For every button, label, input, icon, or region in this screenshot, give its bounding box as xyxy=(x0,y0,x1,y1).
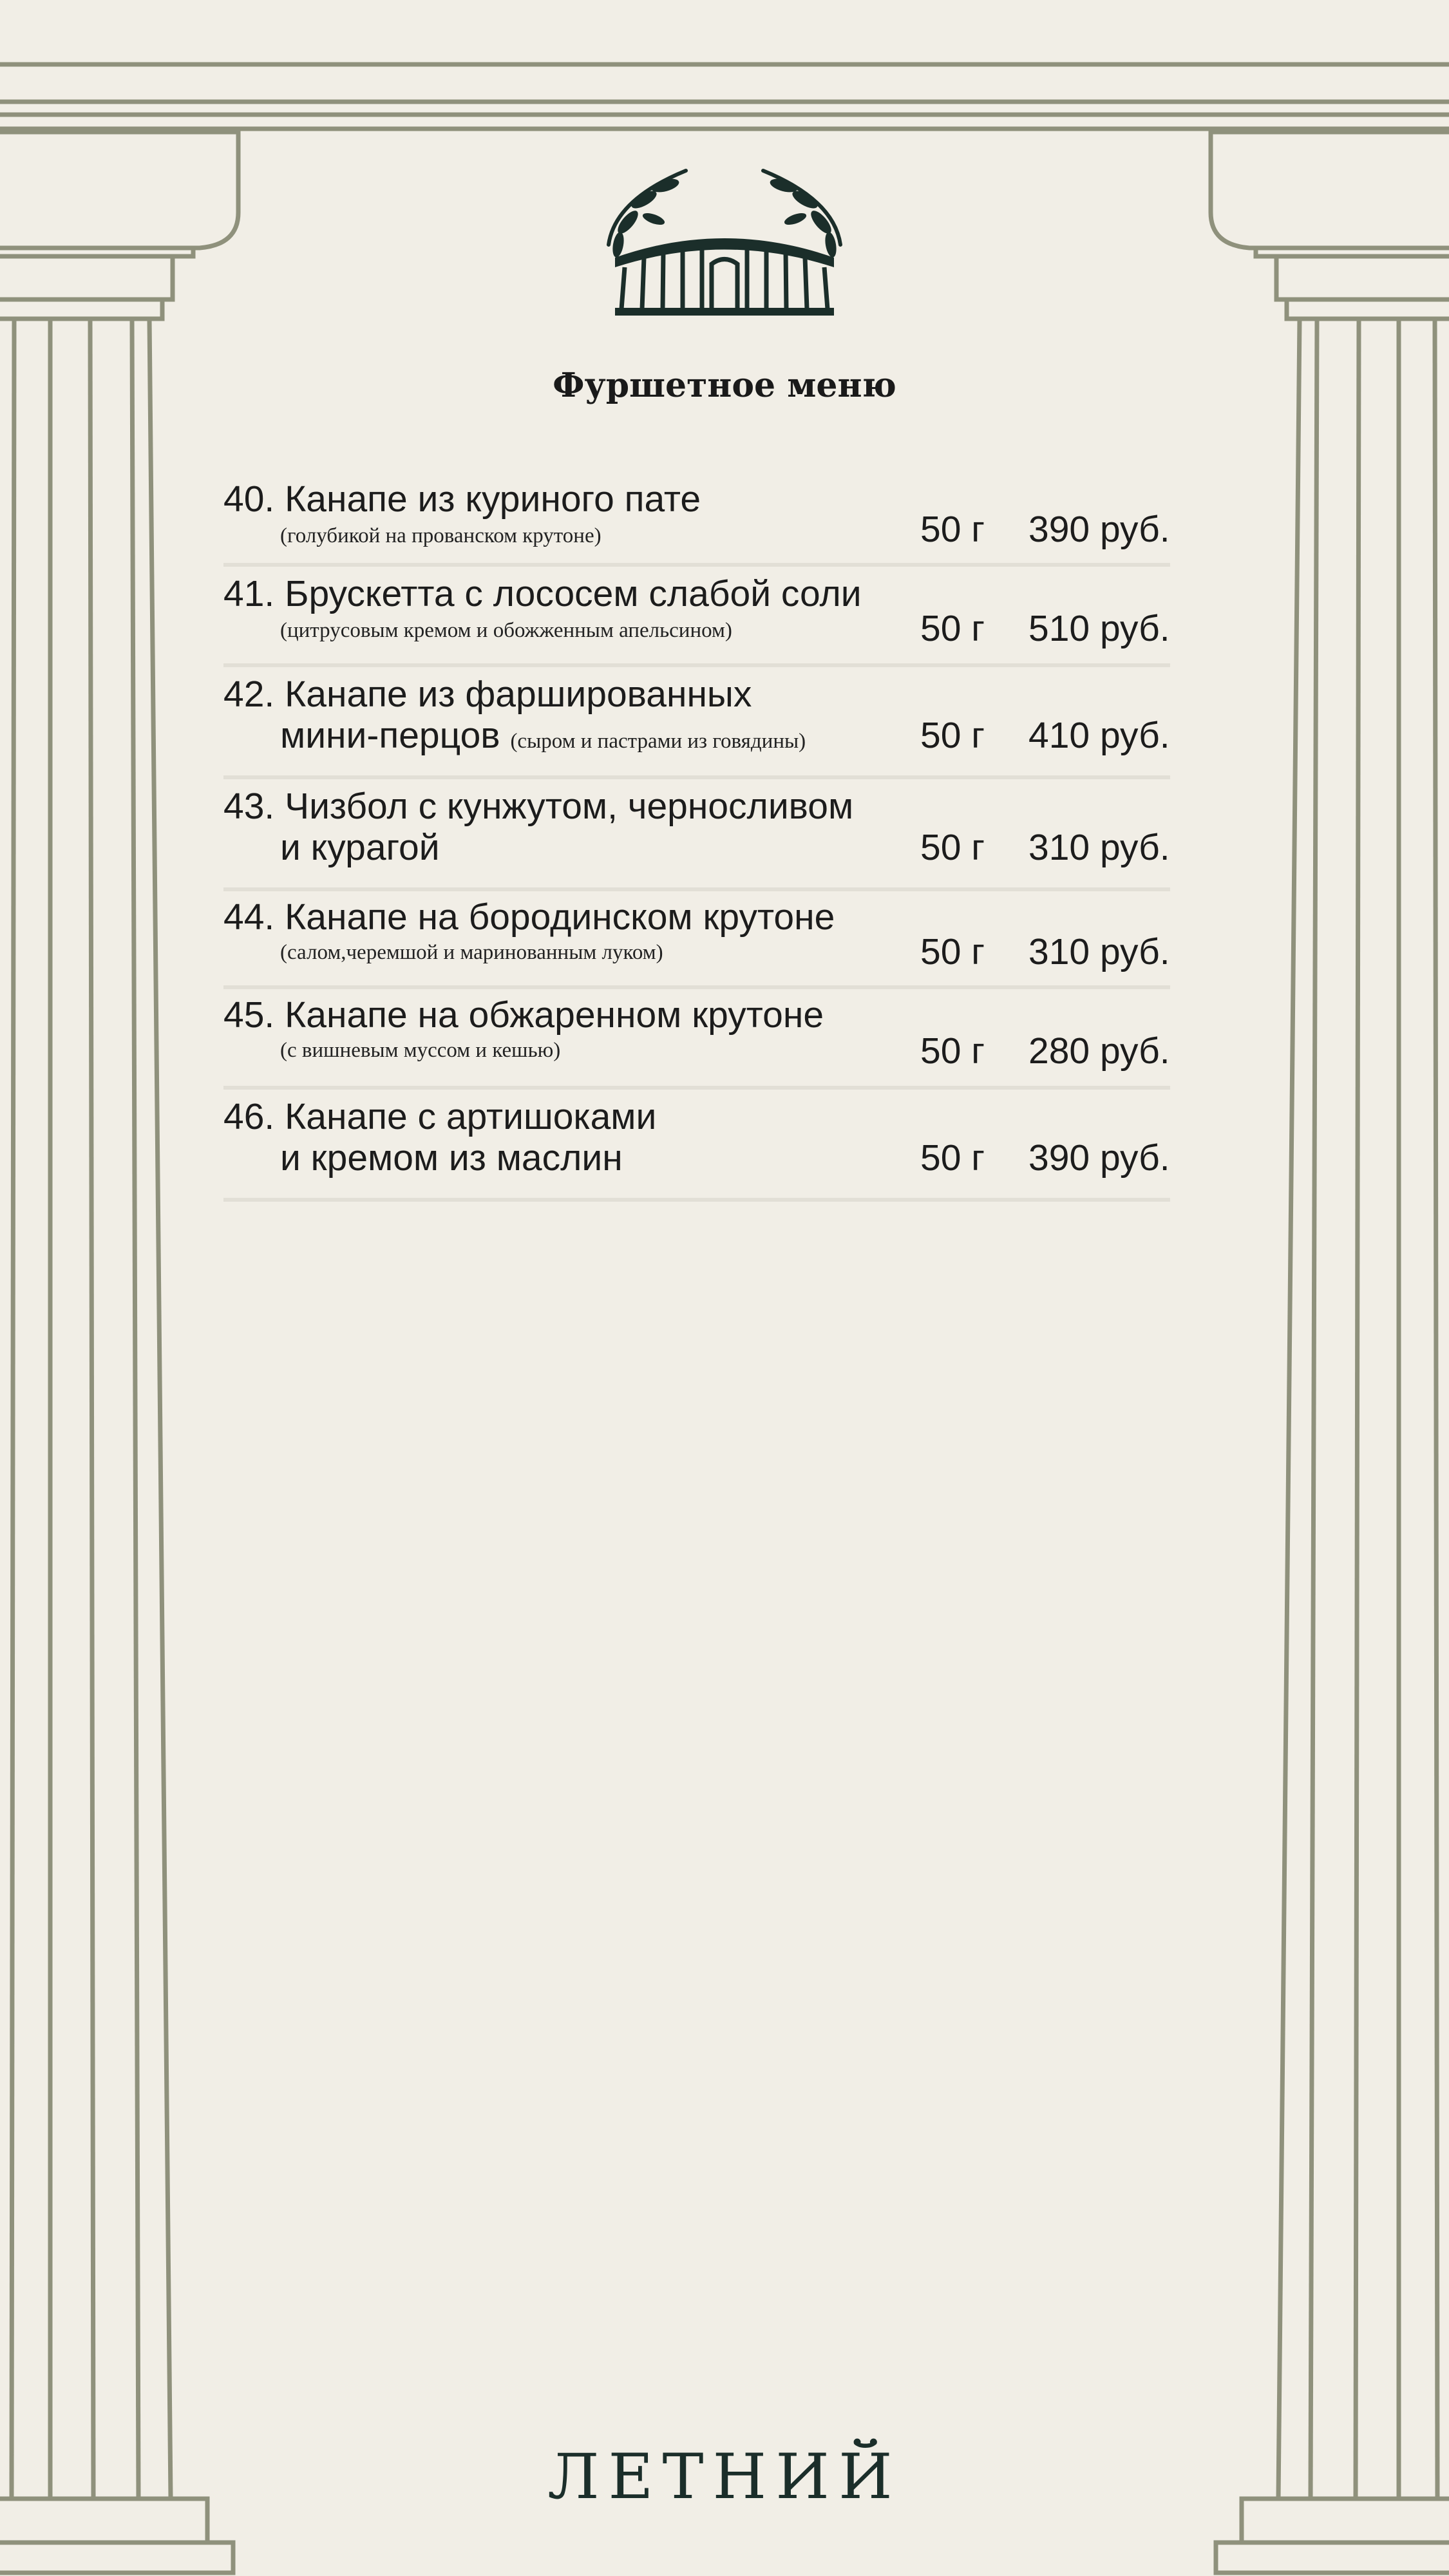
item-name: 46. Канапе с артишоками xyxy=(223,1096,657,1137)
item-name-continued xyxy=(223,715,806,756)
item-note: (голубикой на прованском крутоне) xyxy=(280,524,601,547)
item-name-line2: мини-перцов xyxy=(280,715,500,756)
item-name: 41. Брускетта с лососем слабой соли xyxy=(223,573,862,614)
item-name: 40. Канапе из куриного пате xyxy=(223,478,701,520)
item-price: 310 руб. xyxy=(1028,931,1170,972)
item-price: 390 руб. xyxy=(1028,509,1170,550)
item-price: 310 руб. xyxy=(1028,827,1170,868)
item-price: 280 руб. xyxy=(1028,1030,1170,1072)
item-price: 410 руб. xyxy=(1028,715,1170,756)
item-weight: 50 г xyxy=(920,1030,985,1072)
item-note: (сыром и пастрами из говядины) xyxy=(510,730,806,753)
item-name: 42. Канапе из фаршированных xyxy=(223,674,752,715)
item-weight: 50 г xyxy=(920,715,985,756)
item-note: (салом,черемшой и маринованным луком) xyxy=(280,941,663,964)
item-name: 44. Канапе на бородинском крутоне xyxy=(223,896,835,938)
item-price: 390 руб. xyxy=(1028,1137,1170,1179)
item-weight: 50 г xyxy=(920,1137,985,1179)
item-note: (цитрусовым кремом и обожженным апельсином) xyxy=(280,619,732,642)
menu-item xyxy=(223,891,1170,989)
menu-item xyxy=(223,567,1170,667)
item-weight: 50 г xyxy=(920,608,985,649)
item-name: 43. Чизбол с кунжутом, черносливом xyxy=(223,786,854,827)
item-weight: 50 г xyxy=(920,827,985,868)
item-weight: 50 г xyxy=(920,931,985,972)
brand-logo-text: ЛЕТНИЙ xyxy=(547,2441,902,2513)
menu-item xyxy=(223,989,1170,1090)
menu-item xyxy=(223,667,1170,779)
menu-item xyxy=(223,1090,1170,1202)
item-weight: 50 г xyxy=(920,509,985,550)
menu-item xyxy=(223,779,1170,891)
menu-item xyxy=(223,470,1170,567)
item-name-continued: и кремом из маслин xyxy=(280,1137,623,1179)
item-name: 45. Канапе на обжаренном крутоне xyxy=(223,994,824,1036)
item-name-continued: и курагой xyxy=(280,827,440,868)
page-title: Фуршетное меню xyxy=(553,366,896,405)
item-note: (с вишневым муссом и кешью) xyxy=(280,1039,561,1062)
menu-list xyxy=(223,470,1170,1202)
laurel-arena-logo-icon xyxy=(589,161,860,322)
item-price: 510 руб. xyxy=(1028,608,1170,649)
